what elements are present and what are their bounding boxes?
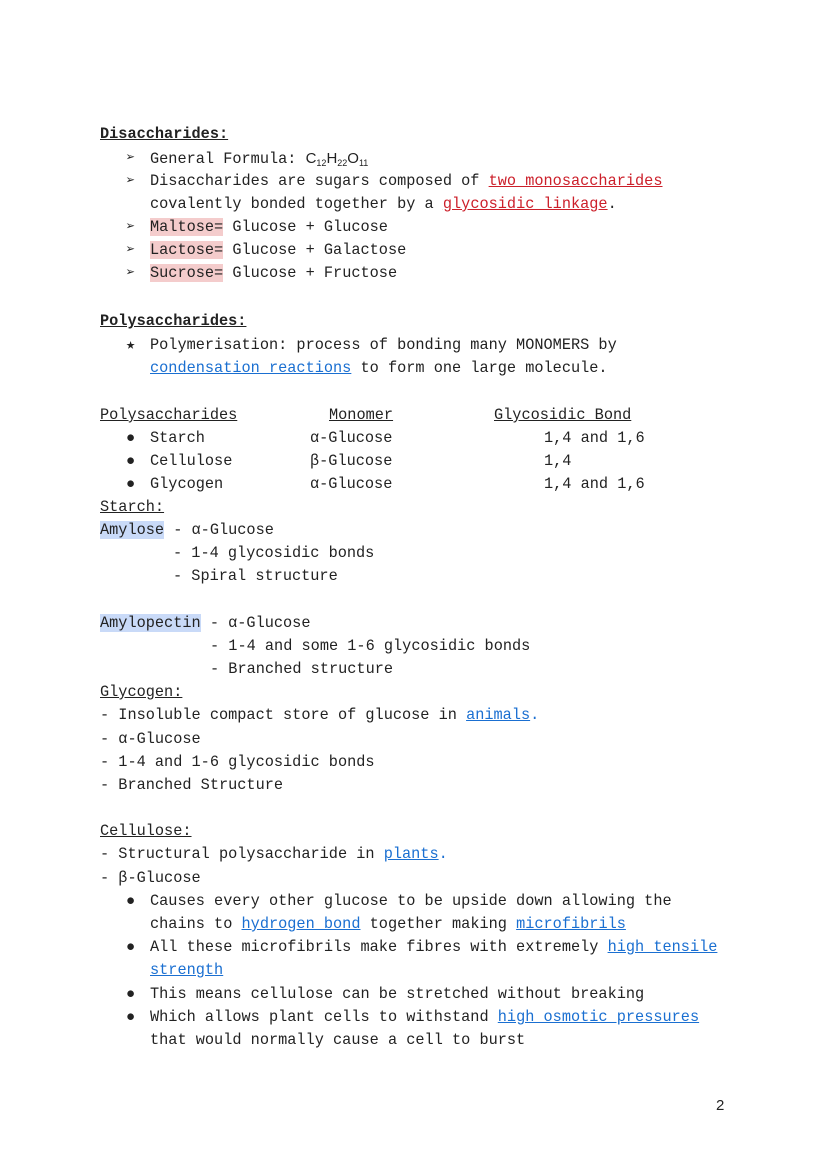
arrow-bullet-icon: ➢: [126, 218, 136, 236]
cellulose-bullet-cont: chains to hydrogen bond together making microfibrils: [150, 915, 626, 933]
bullet-icon: ●: [126, 475, 136, 493]
formula-label: General Formula:: [150, 150, 306, 168]
amylose-line: Amylose - α-Glucose: [100, 521, 274, 539]
bullet-icon: ●: [126, 429, 136, 447]
cellulose-line: - β-Glucose: [100, 869, 201, 887]
arrow-bullet-icon: ➢: [126, 241, 136, 259]
cellulose-bullet: Causes every other glucose to be upside down allowing the: [150, 892, 672, 910]
table-cell: Starch: [150, 429, 205, 447]
cellulose-bullet: This means cellulose can be stretched without breaking: [150, 985, 645, 1003]
amylopectin-detail: - Branched structure: [210, 660, 394, 678]
heading-polysaccharides: Polysaccharides:: [100, 312, 247, 330]
link-hydrogen-bond[interactable]: hydrogen bond: [241, 915, 361, 933]
amylose-detail: - 1-4 glycosidic bonds: [173, 544, 375, 562]
heading-glycogen: Glycogen:: [100, 683, 183, 701]
table-cell: 1,4 and 1,6: [544, 429, 645, 447]
arrow-bullet-icon: ➢: [126, 149, 136, 167]
star-icon: ★: [126, 336, 136, 354]
cellulose-bullet: All these microfibrils make fibres with extremely high tensile: [150, 938, 718, 956]
table-cell: 1,4 and 1,6: [544, 475, 645, 493]
glycogen-line: - Branched Structure: [100, 776, 284, 794]
bullet-icon: ●: [126, 1008, 136, 1026]
formula-line: [150, 147, 368, 170]
bullet-icon: ●: [126, 452, 136, 470]
link-microfibrils[interactable]: microfibrils: [516, 915, 626, 933]
link-high-tensile-strength[interactable]: strength: [150, 961, 224, 979]
table-cell: α-Glucose: [310, 475, 393, 493]
table-cell: Cellulose: [150, 452, 233, 470]
bullet-icon: ●: [126, 892, 136, 910]
list-item: Lactose= Glucose + Galactose: [150, 241, 407, 259]
table-cell: Glycogen: [150, 475, 224, 493]
table-header: Polysaccharides: [100, 406, 238, 424]
cellulose-bullet-cont: [150, 959, 223, 982]
link-high-tensile-strength[interactable]: high tensile: [607, 938, 718, 956]
table-cell: α-Glucose: [310, 429, 393, 447]
page-number: 2: [716, 1097, 725, 1114]
link-high-osmotic-pressures[interactable]: high osmotic pressures: [497, 1008, 700, 1026]
link-glycosidic-linkage[interactable]: glycosidic linkage: [442, 195, 608, 213]
bullet-icon: ●: [126, 985, 136, 1003]
glycogen-line: - Insoluble compact store of glucose in animals.: [100, 706, 540, 724]
amylose-detail: - Spiral structure: [173, 567, 338, 585]
heading-cellulose: Cellulose:: [100, 822, 192, 840]
table-cell: 1,4: [544, 452, 572, 470]
amylopectin-line: Amylopectin - α-Glucose: [100, 614, 311, 632]
heading-disaccharides: Disaccharides:: [100, 125, 229, 143]
link-animals[interactable]: animals: [466, 706, 531, 724]
definition-line: Disaccharides are sugars composed of two monosaccharides: [150, 172, 663, 190]
heading-starch: Starch:: [100, 498, 165, 516]
amylopectin-detail: - 1-4 and some 1-6 glycosidic bonds: [210, 637, 531, 655]
list-item: Maltose= Glucose + Glucose: [150, 218, 388, 236]
bullet-icon: ●: [126, 938, 136, 956]
link-two-monosaccharides[interactable]: two monosaccharides: [488, 172, 663, 190]
polymerisation-line-2: condensation reactions to form one large molecule.: [150, 359, 608, 377]
list-item: Sucrose= Glucose + Fructose: [150, 264, 398, 282]
link-condensation-reactions[interactable]: condensation reactions: [150, 359, 352, 377]
table-header: Glycosidic Bond: [494, 406, 632, 424]
arrow-bullet-icon: ➢: [126, 264, 136, 282]
cellulose-line: - Structural polysaccharide in plants.: [100, 845, 448, 863]
definition-line-2: covalently bonded together by a glycosidic linkage.: [150, 195, 617, 213]
table-header: Monomer: [329, 406, 394, 424]
glycogen-line: - 1-4 and 1-6 glycosidic bonds: [100, 753, 375, 771]
link-plants[interactable]: plants: [383, 845, 439, 863]
cellulose-bullet-cont: that would normally cause a cell to burst: [150, 1031, 526, 1049]
formula: $C_{12}H_{22}O_{11}$: [305, 150, 369, 168]
table-cell: β-Glucose: [310, 452, 393, 470]
cellulose-bullet: Which allows plant cells to withstand high osmotic pressures: [150, 1008, 700, 1026]
glycogen-line: - α-Glucose: [100, 730, 201, 748]
arrow-bullet-icon: ➢: [126, 172, 136, 190]
polymerisation-line: Polymerisation: process of bonding many MONOMERS by: [150, 336, 617, 354]
